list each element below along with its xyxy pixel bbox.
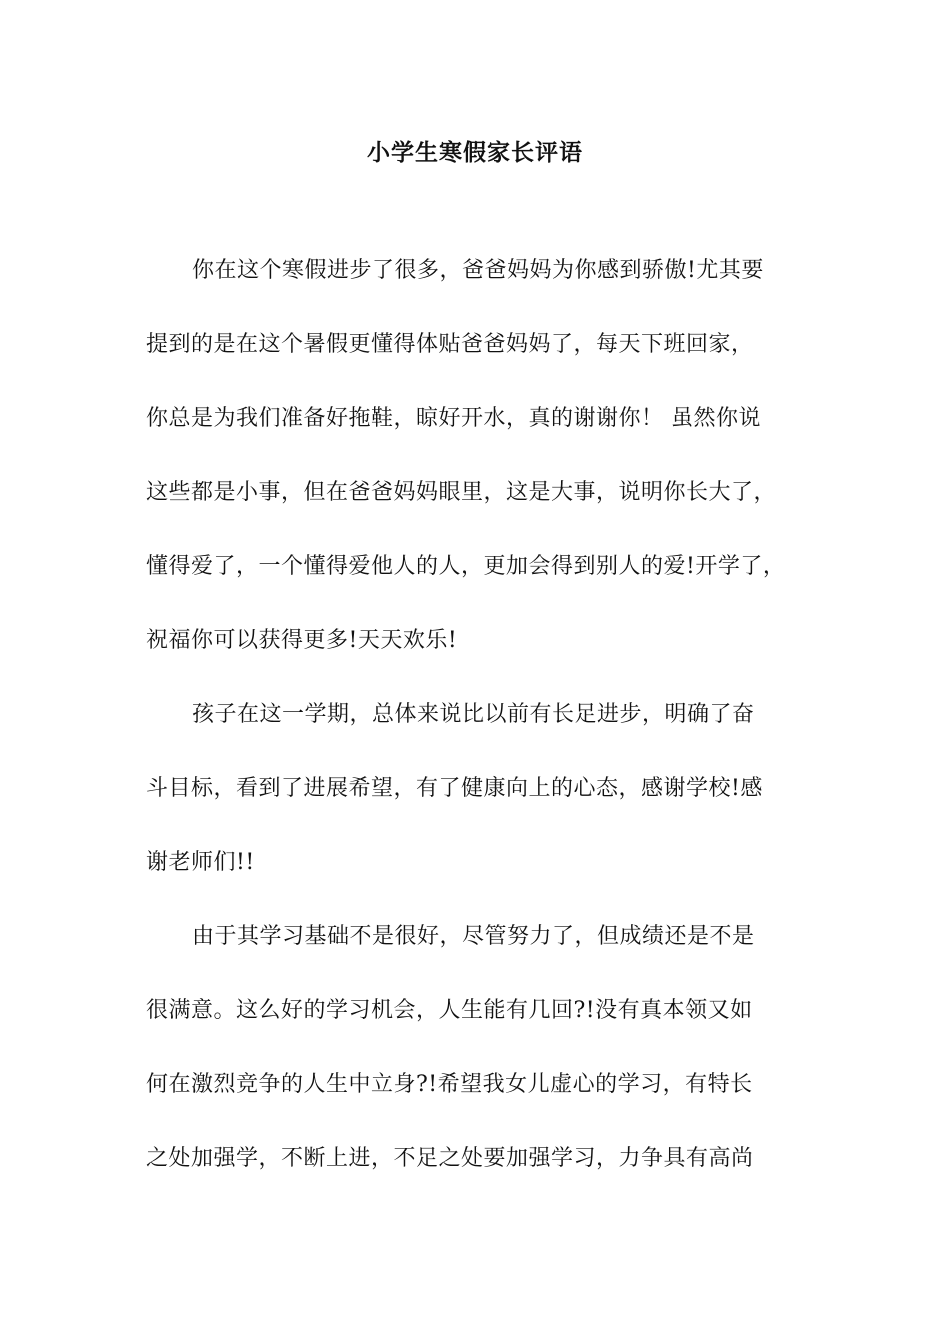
paragraph-line: 提到的是在这个暑假更懂得体贴爸爸妈妈了，每天下班回家，	[146, 332, 754, 357]
paragraph-line: 由于其学习基础不是很好，尽管努力了，但成绩还是不是	[192, 924, 755, 949]
paragraph-1	[146, 254, 822, 658]
paragraph-line: 谢老师们!!	[146, 850, 255, 875]
paragraph-line: 孩子在这一学期，总体来说比以前有长足进步，明确了奋	[192, 702, 755, 727]
paragraph-line: 懂得爱了，一个懂得爱他人的人，更加会得到别人的爱!开学了，	[146, 554, 786, 579]
paragraph-3	[146, 920, 822, 1176]
paragraph-line: 你在这个寒假进步了很多，爸爸妈妈为你感到骄傲!尤其要	[192, 258, 764, 283]
paragraph-line: 斗目标，看到了进展希望，有了健康向上的心态，感谢学校!感	[146, 776, 763, 801]
paragraph-line: 这些都是小事，但在爸爸妈妈眼里，这是大事，说明你长大了，	[146, 480, 777, 505]
paragraph-line: 很满意。这么好的学习机会，人生能有几回?!没有真本领又如	[146, 998, 753, 1023]
paragraph-line: 祝福你可以获得更多!天天欢乐!	[146, 628, 458, 653]
paragraph-line: 何在激烈竞争的人生中立身?!希望我女儿虚心的学习，有特长	[146, 1072, 753, 1097]
paragraph-2	[146, 698, 822, 880]
document-body	[146, 254, 822, 1216]
document-title: 小学生寒假家长评语	[367, 139, 583, 166]
paragraph-line: 之处加强学，不断上进，不足之处要加强学习，力争具有高尚	[146, 1146, 754, 1171]
paragraph-line: 你总是为我们准备好拖鞋，晾好开水，真的谢谢你！ 虽然你说	[146, 406, 761, 431]
